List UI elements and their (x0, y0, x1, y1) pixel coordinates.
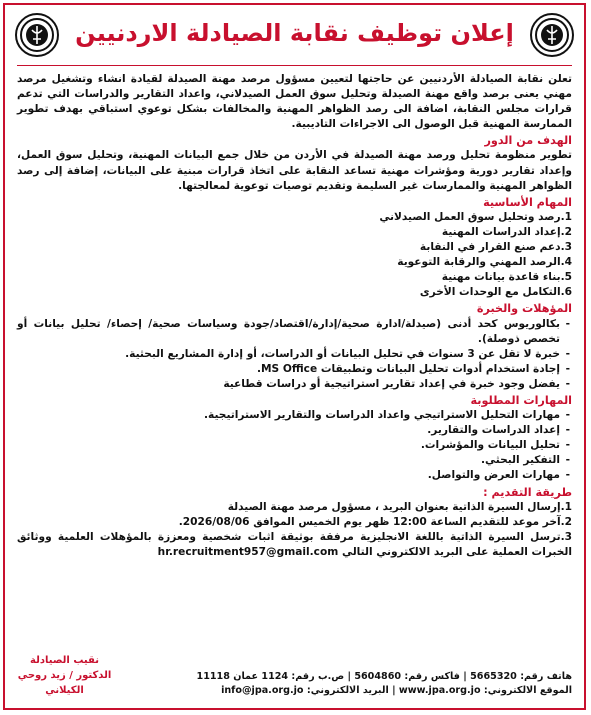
apply-item (17, 530, 572, 560)
qualifications-heading: المؤهلات والخبرة (476, 302, 572, 316)
page-title: إعلان توظيف نقابة الصيادلة الاردنيين (75, 19, 514, 47)
apply-heading: طريقة التقديم : (483, 485, 572, 499)
goal-heading: الهدف من الدور (484, 134, 572, 148)
signature-role: نقيب الصيادلة (30, 655, 99, 666)
tasks-heading: المهام الأساسية (483, 195, 572, 209)
header (11, 9, 578, 61)
qualifications-list (17, 317, 572, 392)
skills-heading: المهارات المطلوبة (470, 393, 572, 407)
skills-list (17, 408, 572, 483)
skill-item: - تحليل البيانات والمؤشرات. (17, 438, 560, 453)
task-item: 6.التكامل مع الوحدات الأخرى (419, 286, 572, 299)
jpa-logo-icon (15, 13, 59, 57)
qualification-item: - يفضل وجود خبرة في إعداد تقارير استراتيجية أو دراسات قطاعية (17, 377, 560, 392)
contact-web-line[interactable]: الموقع الالكتروني: www.jpa.org.jo | البريد الالكتروني: info@jpa.org.jo (221, 685, 572, 696)
task-item: 4.الرصد المهني والرقابة التوعوية (397, 256, 572, 269)
apply-item-text: 3.ترسل السيرة الذاتية باللغة الانجليزية مرفقة بوثيقة اثبات شخصية ومعززة بالمؤهلات العلمية ووثائق الخبرات العملية على البريد الالكتروني التالي (17, 530, 572, 558)
apply-item: 2.آخر موعد للتقديم الساعة 12:00 ظهر يوم الخميس الموافق 2026/08/06. (178, 515, 572, 528)
contact-phone-line: هاتف رقم: 5665320 | فاكس رقم: 5604860 | ص.ب رقم: 1124 عمان 11118 (196, 671, 572, 682)
task-item: 1.رصد وتحليل سوق العمل الصيدلاني (379, 210, 572, 223)
task-item: 2.إعداد الدراسات المهنية (441, 225, 572, 238)
skill-item: - إعداد الدراسات والتقارير. (17, 423, 560, 438)
contact-footer (111, 670, 572, 698)
goal-text: تطوير منظومة تحليل ورصد مهنة الصيدلة في الأردن من خلال جمع البيانات المهنية، وتحليل سوق العمل، وإعداد تقارير دورية ومؤشرات مهنية تساعد النقابة على اتخاذ قرارات مبنية على البيانات، إضافة إلى رصد الظواهر المهنية والممارسات غير السليمة وتقديم توصيات توعوية لمعالجتها. (17, 149, 572, 192)
advert-body (17, 72, 572, 560)
title-divider (17, 65, 572, 66)
apply-item: 1.إرسال السيرة الذاتية بعنوان البريد ، مسؤول مرصد مهنة الصيدلة (227, 500, 572, 513)
intro-paragraph: تعلن نقابة الصيادلة الأردنيين عن حاجتها لتعيين مسؤول مرصد مهنة الصيدلة لقيادة انشاء وتشغيل مرصد مهني يعنى برصد واقع مهنة الصيدلة وتحليل سوق العمل الصيدلاني، واعداد التقارير والدراسات التي تدعم قرارات مجلس النقابة، اضافة الى رصد الظواهر المهنية والمخالفات بشكل توعوي استباقي بهدف تطوير الممارسة المهنية قبل الوصول الى الاجراءات التاديبية. (17, 73, 572, 131)
signature-block (17, 653, 112, 698)
apply-email-link[interactable]: hr.recruitment957@gmail.com (157, 545, 339, 558)
qualification-item: - خبرة لا تقل عن 3 سنوات في تحليل البيانات أو الدراسات، أو إدارة المشاريع البحثية. (17, 347, 560, 362)
jpa-logo-icon (530, 13, 574, 57)
skill-item: - مهارات التحليل الاستراتيجي واعداد الدراسات والتقارير الاستراتيجية. (17, 408, 560, 423)
task-item: 3.دعم صنع القرار في النقابة (419, 241, 572, 254)
qualification-item: - بكالوريوس كحد أدنى (صيدلة/ادارة صحية/إدارة/اقتصاد/جودة وسياسات صحية/ إحصاء/ تحليل بيانات أو تخصص ذوصلة). (17, 317, 560, 347)
signature-name: الدكتور / زيد روحي الكيلاني (17, 670, 112, 696)
skill-item: - مهارات العرض والتواصل. (17, 468, 560, 483)
advert-frame (3, 3, 586, 710)
task-item: 5.بناء قاعدة بيانات مهنية (441, 271, 572, 284)
qualification-item: - إجادة استخدام أدوات تحليل البيانات وتطبيقات MS Office. (17, 362, 560, 377)
skill-item: - التفكير البحثي. (17, 453, 560, 468)
